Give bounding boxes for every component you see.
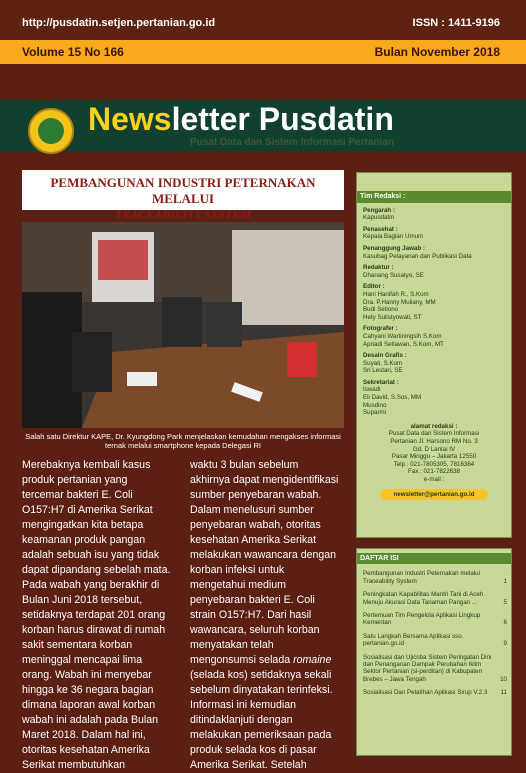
- toc-item[interactable]: Satu Langkah Bersama Aplikasi sso. pertanian.go.id 9: [363, 632, 507, 648]
- article-headline: [22, 170, 344, 221]
- article-paragraph: waktu 3 bulan sebelum akhirnya dapat mengidentifikasi sumber penyebaran wabah.: [190, 459, 339, 501]
- site-url[interactable]: http://pusdatin.setjen.pertanian.go.id: [22, 17, 216, 29]
- article-column-1: [22, 458, 172, 773]
- newsletter-subtitle: Pusat Data dan Sistem Informasi Pertanian: [190, 137, 394, 148]
- toc-item[interactable]: Pertemuan Tim Pengelola Aplikasi Lingkup Kementan 6: [363, 612, 507, 627]
- table-of-contents: [356, 548, 512, 756]
- toc-item[interactable]: Pembangunan Industri Peternakan melalui Traceability System 1: [363, 570, 507, 585]
- article-photo: [22, 222, 344, 428]
- address-label: alamat redaksi :: [410, 422, 458, 430]
- newsletter-title: Newsletter Pusdatin: [88, 101, 394, 137]
- issue-date: Bulan November 2018: [374, 45, 500, 59]
- toc-heading: DAFTAR ISI: [357, 553, 511, 564]
- photo-caption: Salah satu Direktur KAPE, Dr. Kyungdong Park menjelaskan kemudahan mengakses informasi ternak melalui smartphone kepada Delegasi RI: [25, 432, 341, 450]
- ministry-logo-icon: [28, 108, 74, 154]
- headline-line1: PEMBANGUNAN INDUSTRI PETERNAKAN MELALUI: [50, 175, 316, 206]
- volume-label: Volume 15 No 166: [22, 45, 124, 59]
- email-link[interactable]: newsletter@pertanian.go.id: [380, 489, 488, 501]
- editorial-team-panel: Tim Redaksi : Pengarah : Kapusdatin Penasehat : Kepala Bagian Umum Penanggung Jawab : Kasubag Pelayanan dan Publikasi Data Redaktur : Dhanang Susatyo, SE Editor : Hani Hanifah R., S.Kom Dra. P.Hanny Muliany, MM Budi Setiono Hety Sulistyowati, ST Fotografer : Cahyani Wartiningsih S.Kom Apriadi Setiawan, S.Kom, MT Desain Grafis : Suyati, S.Kom Sri Lestari, SE Sekretariat : Iswadi Eli David, S.Sos, MM Musdino Suparmi alamat redaksi : Pusat Data dan Sistem Informasi Pertanian Jl. Harsono RM No. 3 Gd. D Lantai IV Pasar Minggu – Jakarta 12550 Telp : 021-7805305, 7816384 Fax : 021-7822638 e-mail : newsletter@pertanian.go.id: [356, 172, 512, 538]
- volume-bar: [0, 40, 526, 64]
- article-paragraph: Dalam menelusuri sumber penyebaran wabah, otoritas kesehatan Amerika Serikat melakukan wawancara dengan korban infeksi untuk mengetahui medium penyebaran bakteri E. Coli strain O157:H7. Dari hasil wawancara, seluruh korban menyatakan telah mengonsumsi selada romaine (selada kos) setidaknya sekali sebelum dinyatakan terinfeksi. Informasi ini kemudian ditindaklanjuti dengan melakukan pemeriksaan pada produk selada kos di pasar Amerika Serikat. Setelah: [190, 504, 337, 771]
- top-bar: [0, 0, 526, 40]
- headline-line2: TRACEABILITY SYSTEM: [115, 207, 251, 221]
- issn-label: ISSN : 1411-9196: [412, 17, 500, 29]
- toc-item[interactable]: Sosialisasi Dan Pelatihan Aplikasi Sirup V.2.3 11: [363, 689, 507, 697]
- toc-item[interactable]: Sosialisasi dan Ujicoba Sistem Peringatan Dini dan Penanganan Dampak Perubahan Iklim Sektor Pertanian (si-perditan) di Kabupaten Brebes – Jawa Tengah 10: [363, 653, 507, 683]
- editorial-team-heading: Tim Redaksi :: [357, 191, 511, 203]
- toc-item[interactable]: Peningkatan Kapabilitas Mantri Tani di Aceh Menuju Akurasi Data Tanaman Pangan ... 5: [363, 591, 507, 606]
- address-text: Pusat Data dan Sistem Informasi Pertanian Jl. Harsono RM No. 3 Gd. D Lantai IV Pasar Minggu – Jakarta 12550 Telp : 021-7805305, 7816384 Fax : 021-7822638 e-mail :: [388, 430, 480, 483]
- article-paragraph: Merebaknya kembali kasus produk pertanian yang tercemar bakteri E. Coli O157:H7 di Amerika Serikat mengingatkan kita betapa keamanan produk pangan adalah sebuah isu yang tidak dapat dipandang sebelah mata. Pada wabah yang berakhir di Bulan Juni 2018 tersebut, setidaknya terdapat 201 orang korban harus dirawat di rumah sakit sementara korban meninggal mencapai lima orang. Wabah ini menyebar hingga ke 36 negara bagian dimana laporan awal korban wabah ini adalah pada Bulan Maret 2018. Dalam hal ini, otoritas kesehatan Amerika Serikat membutuhkan: [22, 459, 171, 771]
- article-column-2: [190, 458, 340, 773]
